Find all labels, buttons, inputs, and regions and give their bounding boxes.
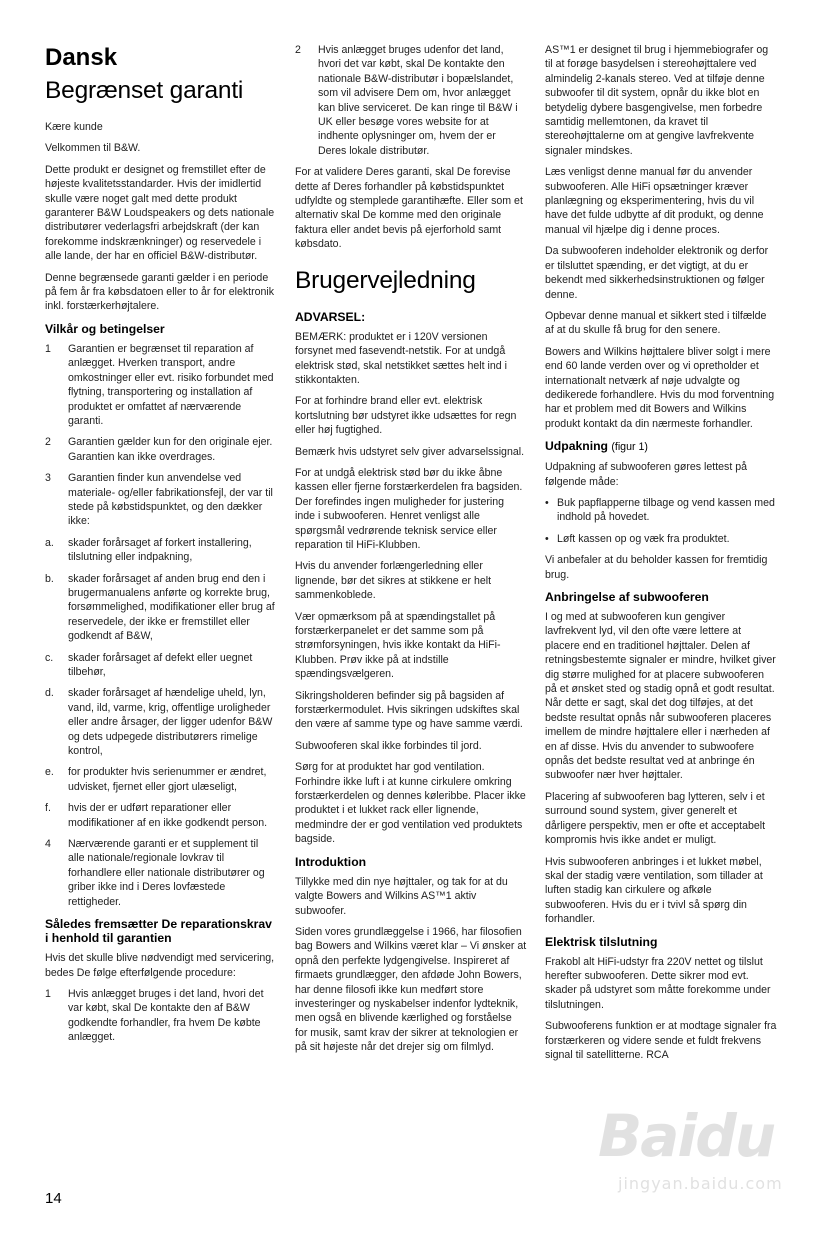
- warning-paragraph: For at undgå elektrisk stød bør du ikke åbne kassen eller fjerne forstærkerdelen fra bagsiden. Der forefindes ingen muligheder for justering inde i subwooferen. Henret venligst alle spørgsmål vedrørende teknisk service eller reparation til HiFi-Klubben.: [295, 466, 523, 551]
- terms-item: [45, 572, 277, 644]
- repair-step: [45, 987, 277, 1045]
- terms-item: [45, 837, 277, 909]
- item-number: 4: [45, 838, 51, 851]
- baidu-watermark: [598, 1078, 798, 1198]
- warranty-period: Denne begrænsede garanti gælder i en periode på fem år fra købsdatoen eller to år for elektronik inkl. forstærkerhøjtalere.: [45, 271, 275, 313]
- placement-paragraph: Hvis subwooferen anbringes i et lukket møbel, skal der stadig være ventilation, som tillader at luften stadig kan cirkulere og afkøle subwooferen. Hvis du er i tvivl så spørg din forhandler.: [545, 855, 763, 926]
- item-number: d.: [45, 687, 54, 700]
- unpacking-heading: [545, 439, 777, 454]
- terms-item: [45, 435, 277, 464]
- terms-item: [45, 471, 277, 529]
- manual-title: Brugervejledning: [295, 266, 476, 294]
- item-number: f.: [45, 802, 51, 815]
- item-text: for produkter hvis serienummer er ændret, udvisket, fjernet eller gjort ulæseligt,: [68, 766, 267, 793]
- warning-paragraph: BEMÆRK: produktet er i 120V versionen forsynet med fasevendt-netstik. For at undgå elektrisk stød, skal netstikket sættes helt ind i stikkontakten.: [295, 330, 507, 386]
- electrical-paragraph: Frakobl alt HiFi-udstyr fra 220V nettet og tilslut herefter subwooferen. Dette sikrer mod evt. skader på udstyret som måtte forekomme under tilslutningen.: [545, 955, 771, 1011]
- terms-item: [45, 536, 277, 565]
- item-text: Nærværende garanti er et supplement til alle nationale/regionale lovkrav til forhandlere eller nationale distributører og griber ikke ind i Deres lovfæstede rettigheder.: [68, 838, 265, 908]
- item-text: skader forårsaget af forkert installering, tilslutning eller indpakning,: [68, 536, 252, 564]
- item-text: Garantien finder kun anvendelse ved materiale- og/eller fabrikationsfejl, der var til stede på købstidspunktet, og den dækker ikke:: [68, 472, 273, 528]
- column-2: [295, 43, 527, 1062]
- item-text: Hvis anlægget bruges i det land, hvori det var købt, skal De kontakte den af B&W godkendte forhandler, fra hvem De købte anlægget.: [68, 987, 264, 1044]
- column-1: [45, 40, 277, 1052]
- warning-heading: ADVARSEL:: [295, 309, 366, 324]
- terms-item: [45, 686, 277, 758]
- warning-paragraph: Vær opmærksom på at spændingstallet på forstærkerpanelet er det samme som på strømforsyningen, hvis ikke kontakt da HiFi-Klubben. Prøv ikke på at indstille spændingsvælgeren.: [295, 610, 501, 681]
- welcome: Velkommen til B&W.: [45, 142, 141, 155]
- page-number: 14: [45, 1190, 62, 1207]
- bullet-icon: •: [545, 496, 549, 509]
- warning-paragraph: Subwooferen skal ikke forbindes til jord.: [295, 739, 482, 752]
- intro-paragraph: Læs venligst denne manual før du anvender subwooferen. Alle HiFi opsætninger kræver planlægning og eksperimentering, hvis du vil have det fulde udbytte af dit produkt, og denne manual vil hjælpe dig i denne proces.: [545, 166, 764, 236]
- bullet-text: Løft kassen op og væk fra produktet.: [557, 532, 730, 545]
- item-number: a.: [45, 536, 54, 549]
- unpacking-intro: Udpakning af subwooferen gøres lettest på følgende måde:: [545, 461, 747, 488]
- item-text: skader forårsaget af hændelige uheld, lyn, vand, ild, varme, krig, offentlige uroligheder eller andre årsager, der ligger udenfor B&W og dets udpegede distributørers rimelige kontrol,: [68, 687, 273, 758]
- warning-paragraph: Sikringsholderen befinder sig på bagsiden af forstærkermodulet. Hvis sikringen udskiftes skal den være af samme type og have samme værdi.: [295, 689, 523, 731]
- item-number: 2: [45, 436, 51, 449]
- electrical-paragraph: Subwooferens funktion er at modtage signaler fra forstærkeren og videre sende et fuldt frekvens signal til satellitterne. RCA: [545, 1020, 777, 1061]
- intro-paragraph: AS™1 er designet til brug i hjemmebiografer og til at forøge basydelsen i stereohøjttalere ved almindelig 2-kanals stereo. Ved at tilføje denne subwoofer til dit system, opnår du ikke blot en betydelig dybere basgengivelse, men forbedre samtidig mellemtonen, da kravet til stereohøjttalerne om at gengive lavfrekvente signaler mindskes.: [545, 44, 769, 157]
- intro-paragraph: Bowers and Wilkins højttalere bliver solgt i mere end 60 lande verden over og vi opretholder et internationalt netværk af nøje udvalgte og dedikerede forhandlere. Hvis du mod forventning har et problem med dit Bowers and Wilkins produkt kontakt da din nærmeste forhandler.: [545, 345, 775, 430]
- item-number: 3: [45, 472, 51, 485]
- bullet-item: [545, 496, 777, 525]
- warning-paragraph: Hvis du anvender forlængerledning eller lignende, bør det sikres at stikkene er helt sammenkoblede.: [295, 560, 492, 602]
- item-number: b.: [45, 572, 54, 585]
- item-text: skader forårsaget af defekt eller uegnet tilbehør,: [68, 651, 253, 678]
- terms-list: [45, 342, 277, 909]
- terms-item: [45, 342, 277, 428]
- warranty-validation: For at validere Deres garanti, skal De forevise dette af Deres forhandler på købstidspunktet udfyldte og stemplede garantihæfte. Eller som et alternativ skal De komme med den originale faktura eller andet bevis på ejerforhold samt købsdato.: [295, 166, 523, 251]
- intro-paragraph: Tillykke med din nye højttaler, og tak for at du valgte Bowers and Wilkins AS™1 aktiv subwoofer.: [295, 875, 508, 917]
- warranty-title: Begrænset garanti: [45, 77, 244, 104]
- item-number: e.: [45, 766, 54, 779]
- placement-paragraph: Placering af subwooferen bag lytteren, selv i et surround sound system, giver generelt et dårligere perspektiv, men er ofte et acceptabelt kompromis hvis ikke andet er muligt.: [545, 790, 766, 847]
- unpacking-heading-text: Udpakning: [545, 439, 608, 454]
- language-heading: Dansk: [45, 44, 118, 71]
- repair-intro: Hvis det skulle blive nødvendigt med servicering, bedes De følge efterfølgende procedure:: [45, 952, 275, 979]
- item-text: Garantien gælder kun for den originale ejer. Garantien kan ikke overdrages.: [68, 436, 273, 463]
- placement-heading: Anbringelse af subwooferen: [545, 590, 709, 604]
- item-text: skader forårsaget af anden brug end den i brugermanualens anførte og korrekte brug, forsømmelighed, modifikationer eller brug af reservedele, der ikke er fremstillet eller godkendt af B&W,: [68, 572, 275, 643]
- bullet-icon: •: [545, 532, 549, 545]
- item-number: 1: [45, 342, 51, 355]
- terms-item: [45, 801, 277, 830]
- intro-paragraph: Da subwooferen indeholder elektronik og derfor er tilsluttet spænding, er det vigtigt, at du er bekendt med sikkerhedsinstruktionen og følger denne.: [545, 245, 769, 301]
- item-number: 1: [45, 987, 51, 1000]
- column-3: [545, 43, 777, 1069]
- intro-heading: Introduktion: [295, 854, 367, 869]
- item-number: 2: [295, 44, 301, 56]
- repair-step: [295, 43, 527, 158]
- terms-item: [45, 651, 277, 680]
- bullet-item: [545, 532, 777, 546]
- item-number: c.: [45, 651, 54, 664]
- greeting: Kære kunde: [45, 121, 103, 133]
- warning-paragraph: Sørg for at produktet har god ventilation. Forhindre ikke luft i at kunne cirkulere omkring forstærkerdelen og dennes køleribbe. Placer ikke produktet i et lukket rack eller lignende, medmindre der er god ventilation ved produktets bagside.: [295, 761, 526, 846]
- item-text: Garantien er begrænset til reparation af anlægget. Hverken transport, andre omkostninger eller evt. risiko forbundet med flytning, transportering og installation af produktet er omfattet af nærværende garanti.: [68, 342, 274, 427]
- intro-paragraph: Siden vores grundlæggelse i 1966, har filosofien bag Bowers and Wilkins været klar – Vi ønsker at opnå den perfekte lydgengivelse. Inspireret af firmaets grundlægger, den afdøde John Bowers, har denne filosofi ikke kun medført store investeringer og nyskabelser indenfor lydteknik, men også en blivende kærlighed og forståelse for musik, samt krav der sikrer at teknologien er på sit højeste når det drejer sig om filmlyd.: [295, 925, 527, 1054]
- terms-heading: Vilkår og betingelser: [45, 321, 165, 336]
- repair-heading: Således fremsætter De reparationskrav i henhold til garantien: [45, 917, 272, 946]
- placement-paragraph: I og med at subwooferen kun gengiver lavfrekvent lyd, vil den ofte være lettere at placere end en traditionel højttaler. Delen af retningsbestemte signaler er mindre, hvilket giver dig større mulighed for at placere subwooferen på et ønsket sted og stadig opnå et godt resultat. Når dette er sagt, skal det dog tilføjes, at det bedste resultat opnås når subwooferen placeres imellem de mindre højttalere eller i nærheden af en af disse. Hvis du anvender to subwoofere opnås det bedste resultat ved at anbringe én subwoofer nær hver højttaler.: [545, 611, 776, 782]
- unpacking-outro: Vi anbefaler at du beholder kassen for fremtidig brug.: [545, 554, 768, 581]
- warning-paragraph: For at forhindre brand eller evt. elektrisk kortslutning bør udstyret ikke udsættes for regn eller høj fugtighed.: [295, 395, 517, 437]
- item-text: hvis der er udført reparationer eller modifikationer af en ikke godkendt person.: [68, 802, 268, 829]
- warning-paragraph: Bemærk hvis udstyret selv giver advarselssignal.: [295, 445, 525, 458]
- bullet-text: Buk papflapperne tilbage og vend kassen med indhold på hovedet.: [557, 496, 775, 524]
- watermark-url: jingyan.baidu.com: [618, 1174, 783, 1193]
- warranty-intro: Dette produkt er designet og fremstillet efter de højeste kvalitetsstandarder. Hvis der imidlertid skulle være noget galt med dette produkt garanterer B&W Loudspeakers og dets nationale distributører vederlagsfri arbejdskraft (der kan forekomme indskrænkninger) og reservedele i alle lande, der har en officiel B&W-distributør.: [45, 163, 275, 263]
- terms-item: [45, 765, 277, 794]
- intro-paragraph: Opbevar denne manual et sikkert sted i tilfælde af at du skulle få brug for den senere.: [545, 309, 767, 337]
- electrical-heading: Elektrisk tilslutning: [545, 934, 658, 949]
- watermark-logo-text: Baidu: [598, 1102, 775, 1170]
- item-text: Hvis anlægget bruges udenfor det land, hvori det var købt, skal De kontakte den nationale B&W-distributør i bopælslandet, som vil advisere Dem om, hvor anlægget kan blive serviceret. De kan ringe til B&W i UK eller besøge vores website for at indhente oplysninger om, hvem der er Deres lokale distributør.: [318, 44, 518, 157]
- unpacking-figure-note: (figur 1): [611, 441, 648, 454]
